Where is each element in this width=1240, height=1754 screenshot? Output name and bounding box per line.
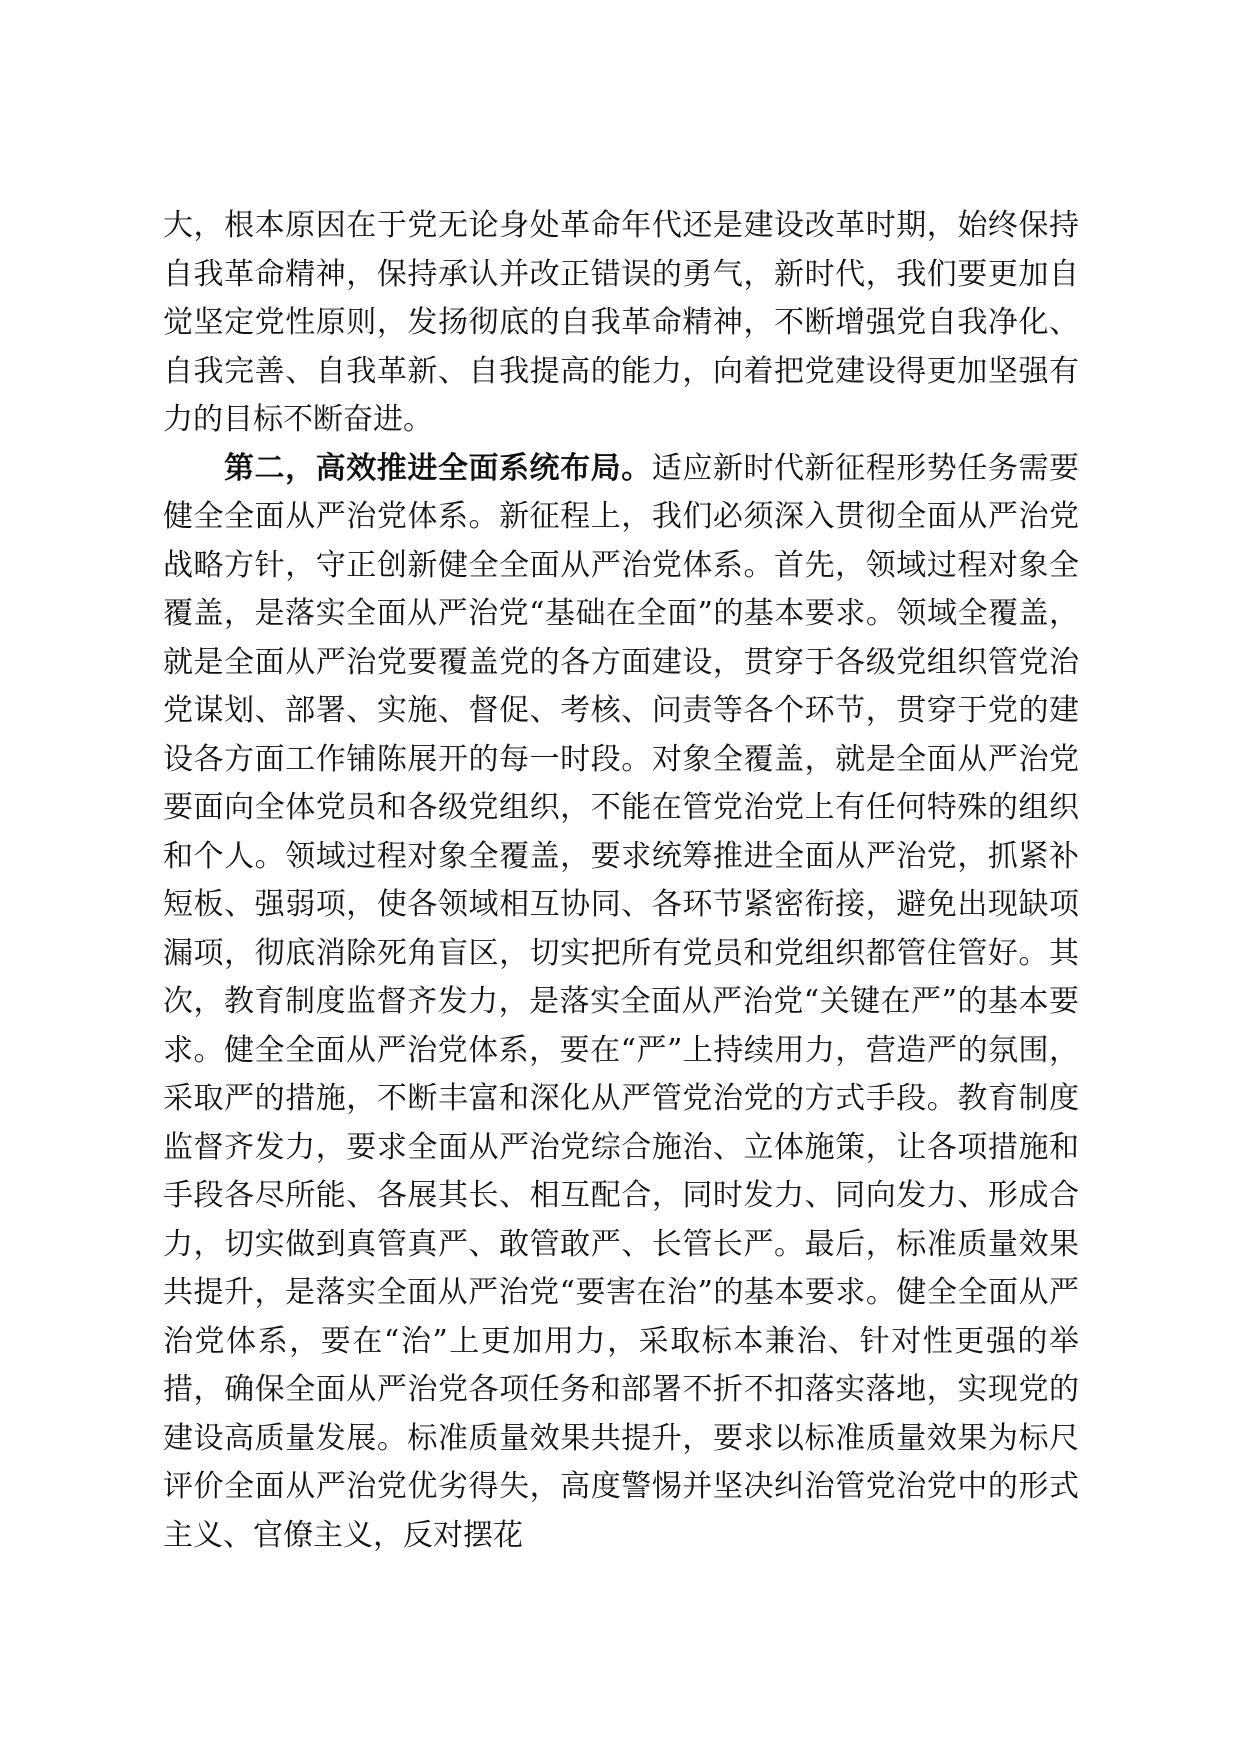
paragraph-heading: 第二，高效推进全面系统布局。	[224, 450, 652, 486]
paragraph-continuation	[163, 202, 1079, 445]
paragraph-text: 适应新时代新征程形势任务需要健全全面从严治党体系。新征程上，我们必须深入贯彻全面从严治党战略方针，守正创新健全全面从严治党体系。首先，领域过程对象全覆盖，是落实全面从严治党“基础在全面”的基本要求。领域全覆盖，就是全面从严治党要覆盖党的各方面建设，贯穿于各级党组织管党治党谋划、部署、实施、督促、考核、问责等各个环节，贯穿于党的建设各方面工作铺陈展开的每一时段。对象全覆盖，就是全面从严治党要面向全体党员和各级党组织，不能在管党治党上有任何特殊的组织和个人。领域过程对象全覆盖，要求统筹推进全面从严治党，抓紧补短板、强弱项，使各领域相互协同、各环节紧密衔接，避免出现缺项漏项，彻底消除死角盲区，切实把所有党员和党组织都管住管好。其次，教育制度监督齐发力，是落实全面从严治党“关键在严”的基本要求。健全全面从严治党体系，要在“严”上持续用力，营造严的氛围，采取严的措施，不断丰富和深化从严管党治党的方式手段。教育制度监督齐发力，要求全面从严治党综合施治、立体施策，让各项措施和手段各尽所能、各展其长、相互配合，同时发力、同向发力、形成合力，切实做到真管真严、敢管敢严、长管长严。最后，标准质量效果共提升，是落实全面从严治党“要害在治”的基本要求。健全全面从严治党体系，要在“治”上更加用力，采取标本兼治、针对性更强的举措，确保全面从严治党各项任务和部署不折不扣落实落地，实现党的建设高质量发展。标准质量效果共提升，要求以标准质量效果为标尺评价全面从严治党优劣得失，高度警惕并坚决纠治管党治党中的形式主义、官僚主义，反对摆花	[163, 450, 1080, 1553]
paragraph-text: 大，根本原因在于党无论身处革命年代还是建设改革时期，始终保持自我革命精神，保持承认并改正错误的勇气，新时代，我们要更加自觉坚定党性原则，发扬彻底的自我革命精神，不断增强党自我净化、自我完善、自我革新、自我提高的能力，向着把党建设得更加坚强有力的目标不断奋进。	[163, 208, 1079, 437]
paragraph-second-point	[163, 445, 1079, 1561]
document-body	[163, 202, 1079, 1560]
